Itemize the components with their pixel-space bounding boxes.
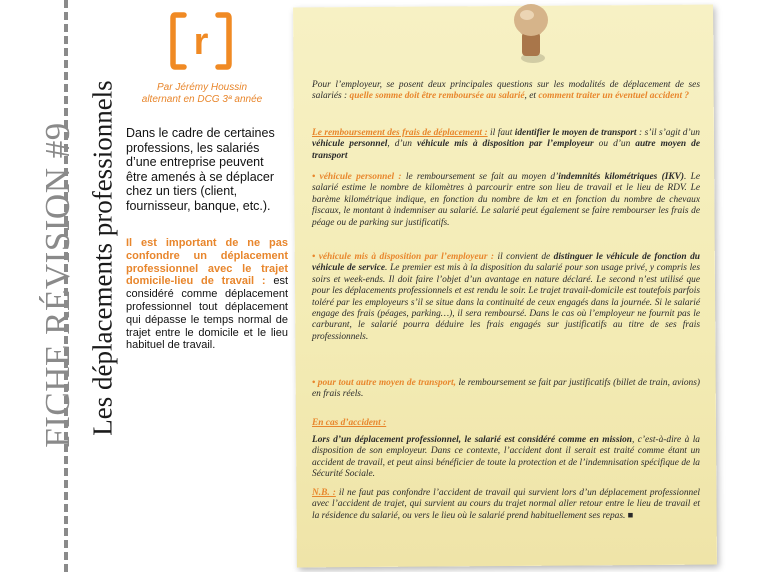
- section-remboursement: [312, 128, 700, 162]
- logo-icon: [170, 12, 232, 70]
- note-intro-question1: quelle somme doit être remboursée au salarié: [349, 91, 525, 102]
- bullet-vehicule-personnel-a: le remboursement se fait au moyen d’: [401, 172, 559, 182]
- bullet-vehicule-personnel-b: indemnités kilométriques (IKV): [558, 172, 684, 182]
- author-name: Par Jérémy Houssin: [156, 82, 248, 93]
- bullet-autre-transport-a: le remboursement se fait par justificatifs (billet de train, avions) en frais réels.: [312, 378, 700, 400]
- intro-paragraph: Dans le cadre de certaines professions, les salariés d’une entreprise peuvent être amenés à se déplacer chez un tiers (client, fournisseur, banque, etc.).: [126, 126, 275, 213]
- bullet-vehicule-personnel-title: • véhicule personnel :: [312, 172, 402, 182]
- section-accident-a: Lors d’un déplacement professionnel, le salarié est considéré comme en mission: [312, 435, 632, 445]
- section-remboursement-c: : s’il s’agit d’un: [636, 128, 700, 138]
- topic-title: Les déplacements professionnels: [87, 80, 118, 436]
- bullet-vehicule-disposition-c: . Le premier est mis à la disposition du salarié pour son usage privé, y compris les soirs et week-ends. Il doit faire l’objet d’un avantage en nature déclaré. Le second n’est utilisé que pour les déplacements professionnels et est rendu le soir. Le trajet travail-domicile est toutefois parfois toléré par les employeurs s’il se situe dans la continuité de ceux engagés dans la journée. Si le salarié engage des frais (péages, parking…), il sera remboursé. Dans le cas où l’employeur ne fournit pas le carburant, le salarié pourra déduire les frais engagés sur justificatifs au titre de ses frais professionnels.: [312, 263, 700, 342]
- note-intro-a: Pour l’employeur, se posent deux principales questions sur les modalités de déplacement de ses salariés :: [312, 80, 700, 102]
- warning-text: est considéré comme déplacement professionnel tout déplacement qui dépasse le temps normal de trajet entre le domicile et le lieu habituel de travail.: [126, 275, 288, 352]
- section-accident-heading: En cas d’accident :: [312, 418, 387, 428]
- section-remboursement-title: Le remboursement des frais de déplacement :: [312, 128, 488, 138]
- bullet-vehicule-personnel-c: . Le salarié estime le nombre de kilomètres à parcourir entre son lieu de travail et le lieu de RDV. Le barème kilométrique indique, en fonction du nombre de km et en fonction du nombre de chevaux fiscaux, le montant à indemniser au salarié. Le salarié peut également se faire rembourser les frais de péage ou de parking sur justificatifs.: [312, 172, 700, 228]
- section-remboursement-h: autre moyen de transport: [312, 139, 701, 161]
- bullet-autre-transport: [312, 378, 700, 401]
- fiche-title: FICHE RÉVISION #9: [38, 122, 77, 448]
- section-accident: [312, 435, 700, 481]
- logo-letter: r: [193, 21, 209, 63]
- bullet-autre-transport-title: • pour tout autre moyen de transport,: [312, 378, 456, 388]
- note-intro-c: , et: [524, 91, 539, 102]
- section-accident-b: , c’est-à-dire à la disposition de son employeur. Dans ce contexte, l’accident dont il serait est traité comme étant un accident de travail, et peut ainsi bénéficier de toute la protection et de l’indemnisation spécifique de la Sécurité Sociale.: [312, 435, 700, 480]
- bullet-vehicule-disposition-title: • véhicule mis à disposition par l’employeur :: [312, 252, 495, 262]
- nb-text: il ne faut pas confondre l’accident de travail qui survient lors d’un déplacement professionnel avec l’accident de trajet, qui survient au cours du trajet normal aller retour entre le lieu de travail et la résidence du salarié, ou vers le lieu où le salarié prend habituellement ses repas.: [312, 488, 700, 521]
- section-remboursement-e: , d’un: [387, 139, 417, 150]
- note-intro: [312, 80, 700, 103]
- author-role: alternant en DCG 3ª année: [141, 94, 263, 105]
- nb-title: N.B. :: [312, 488, 336, 498]
- section-remboursement-b: identifier le moyen de transport: [514, 128, 637, 138]
- bullet-vehicule-disposition-b: distinguer le véhicule de fonction du véhicule de service: [312, 252, 700, 274]
- note-intro-question2: comment traiter un éventuel accident ?: [538, 91, 690, 102]
- section-remboursement-d: véhicule personnel: [312, 139, 388, 150]
- push-pin-icon: [500, 0, 570, 70]
- bullet-vehicule-disposition: [312, 252, 700, 343]
- author-credit: [118, 82, 286, 106]
- section-accident-title: [312, 418, 700, 429]
- nb-paragraph: [312, 488, 700, 522]
- warning-paragraph: [126, 237, 288, 352]
- section-remboursement-f: véhicule mis à disposition par l’employeur: [416, 139, 594, 150]
- warning-highlight: Il est important de ne pas confondre un déplacement professionnel avec le trajet domicile-lieu de travail :: [126, 237, 288, 288]
- bullet-vehicule-personnel: [312, 172, 700, 229]
- section-remboursement-a: il faut: [487, 128, 515, 138]
- bullet-vehicule-disposition-a: il convient de: [494, 252, 554, 262]
- section-remboursement-g: ou d’un: [593, 139, 636, 150]
- end-mark: ■: [627, 510, 634, 521]
